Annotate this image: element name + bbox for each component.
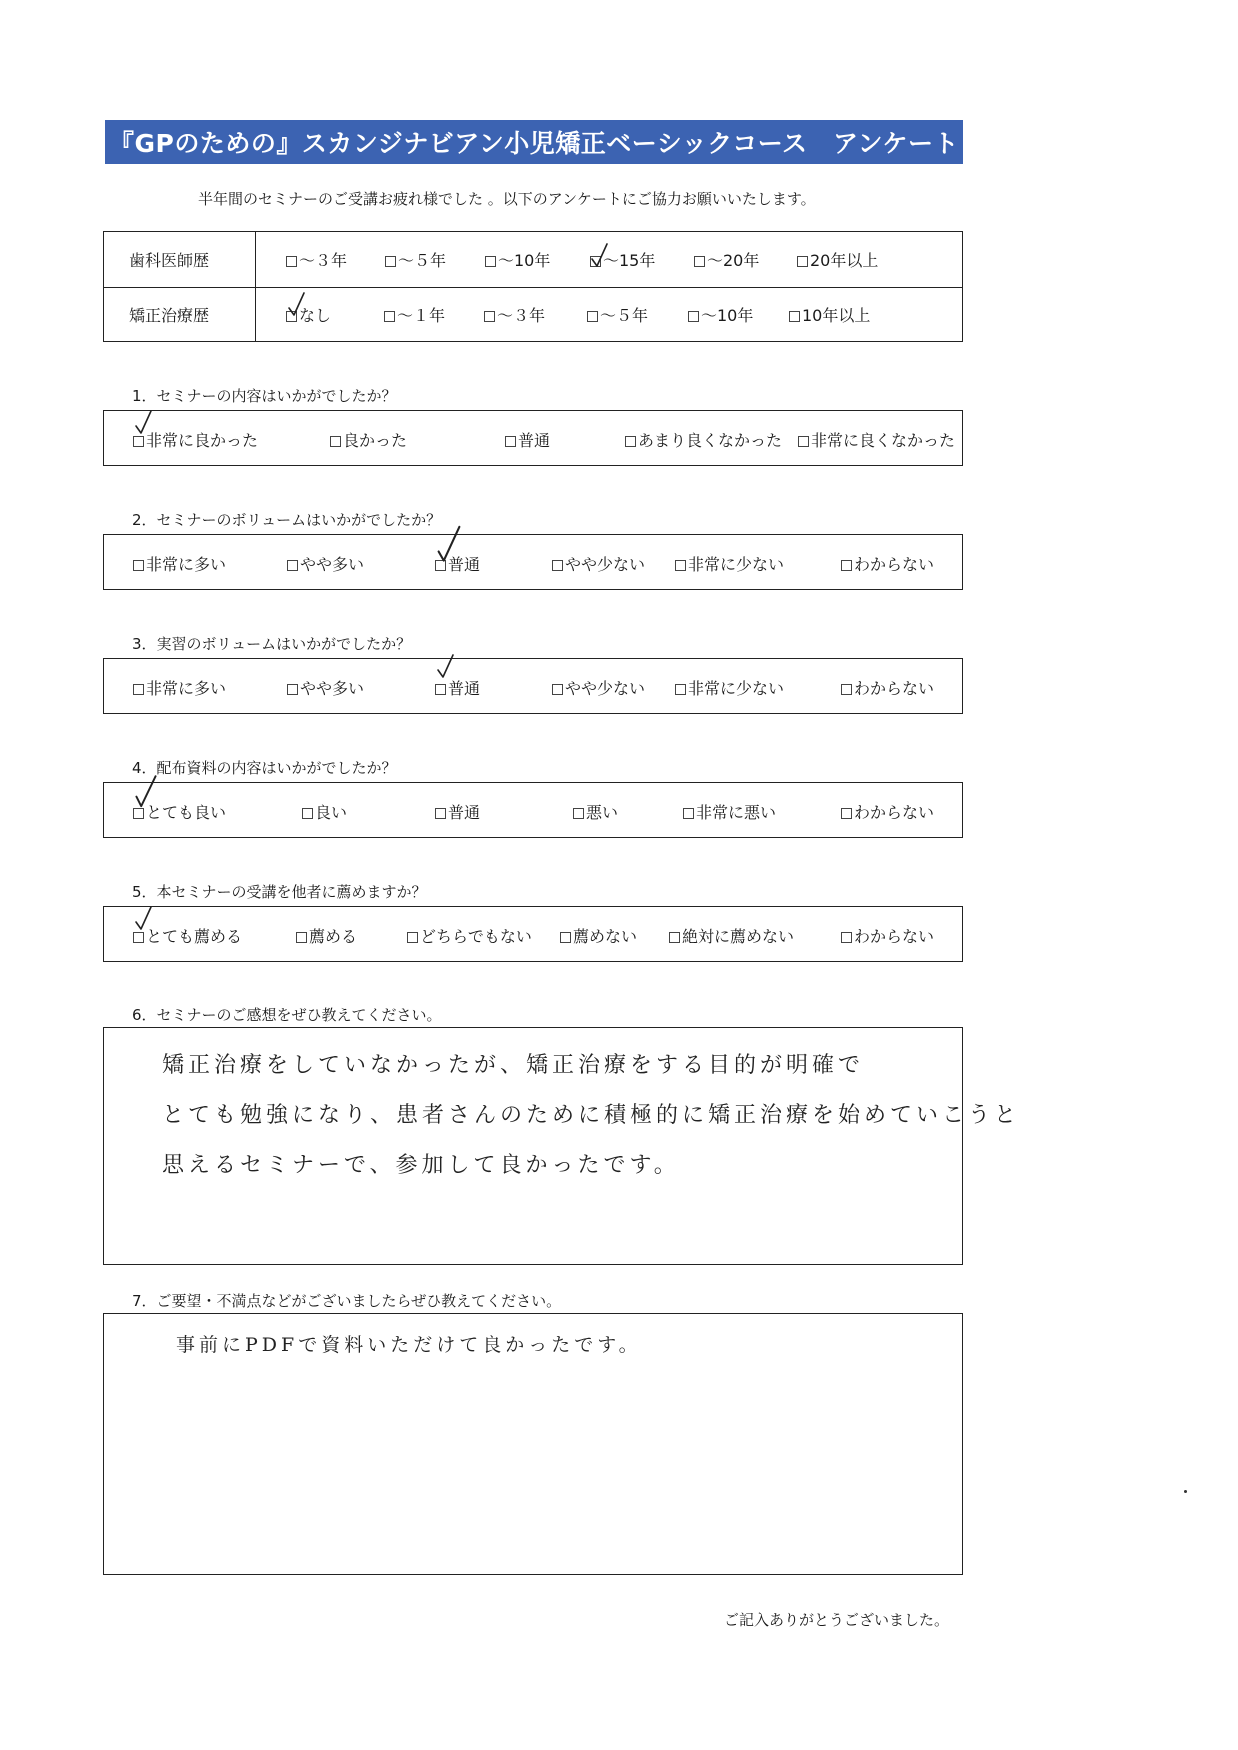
- dental-exp-option[interactable]: 20年以上: [797, 248, 878, 271]
- q4-option[interactable]: とても良い: [133, 800, 226, 823]
- q2-option[interactable]: やや多い: [287, 552, 364, 575]
- question-2-title: 2．セミナーのボリュームはいかがでしたか？: [132, 511, 442, 529]
- checkbox[interactable]: [683, 808, 694, 819]
- checkbox[interactable]: [435, 560, 446, 571]
- q3-option[interactable]: やや少ない: [552, 676, 645, 699]
- dental-exp-option[interactable]: ～10年: [485, 248, 550, 271]
- q5-option[interactable]: 薦める: [296, 924, 357, 947]
- question-7-title: 7．ご要望・不満点などがございましたらぜひ教えてください。: [132, 1292, 562, 1310]
- checkbox[interactable]: [841, 932, 852, 943]
- checkbox[interactable]: [560, 932, 571, 943]
- checkbox[interactable]: [330, 436, 341, 447]
- checkbox[interactable]: [133, 684, 144, 695]
- q1-option[interactable]: あまり良くなかった: [625, 428, 782, 451]
- checkbox[interactable]: [798, 436, 809, 447]
- q3-option[interactable]: やや多い: [287, 676, 364, 699]
- q3-option[interactable]: 非常に少ない: [675, 676, 784, 699]
- checkbox[interactable]: [286, 256, 297, 267]
- checkbox[interactable]: [133, 560, 144, 571]
- checkbox[interactable]: [484, 311, 495, 322]
- checkbox[interactable]: [296, 932, 307, 943]
- checkbox[interactable]: [841, 560, 852, 571]
- checkbox[interactable]: [133, 932, 144, 943]
- question-4-title: 4．配布資料の内容はいかがでしたか？: [132, 759, 397, 777]
- dental-experience-label: 歯科医師歴: [104, 232, 256, 287]
- ortho-exp-option[interactable]: なし: [286, 303, 331, 326]
- checkbox[interactable]: [552, 560, 563, 571]
- checkbox[interactable]: [841, 808, 852, 819]
- q3-option[interactable]: 非常に多い: [133, 676, 226, 699]
- checkbox[interactable]: [287, 560, 298, 571]
- checkbox[interactable]: [407, 932, 418, 943]
- scan-speck: [1184, 1490, 1187, 1493]
- checkbox[interactable]: [669, 932, 680, 943]
- checkbox[interactable]: [625, 436, 636, 447]
- q4-option[interactable]: 非常に悪い: [683, 800, 776, 823]
- checkbox[interactable]: [797, 256, 808, 267]
- q5-option[interactable]: わからない: [841, 924, 934, 947]
- checkbox[interactable]: [287, 684, 298, 695]
- dental-experience-row: [104, 232, 962, 288]
- dental-exp-option[interactable]: ～15年: [590, 248, 655, 271]
- ortho-experience-row: [104, 287, 962, 342]
- checkbox[interactable]: [133, 436, 144, 447]
- q5-option[interactable]: どちらでもない: [407, 924, 532, 947]
- q5-option[interactable]: 薦めない: [560, 924, 637, 947]
- q1-option[interactable]: 良かった: [330, 428, 407, 451]
- q3-option[interactable]: わからない: [841, 676, 934, 699]
- q5-option[interactable]: とても薦める: [133, 924, 242, 947]
- question-2-options: [103, 534, 963, 590]
- ortho-exp-option[interactable]: ～３年: [484, 303, 545, 326]
- checkbox[interactable]: [286, 311, 297, 322]
- checkbox[interactable]: [485, 256, 496, 267]
- checkbox[interactable]: [573, 808, 584, 819]
- checkbox[interactable]: [552, 684, 563, 695]
- intro-text: 半年間のセミナーのご受講お疲れ様でした 。以下のアンケートにご協力お願いいたします。: [198, 190, 816, 208]
- q2-option[interactable]: わからない: [841, 552, 934, 575]
- ortho-exp-option[interactable]: ～１年: [384, 303, 445, 326]
- checkbox[interactable]: [587, 311, 598, 322]
- thanks-text: ご記入ありがとうございました。: [724, 1611, 950, 1629]
- checkbox[interactable]: [675, 684, 686, 695]
- handwritten-answer-line: 思えるセミナーで、参加して良かったです。: [162, 1153, 680, 1178]
- question-1-options: [103, 410, 963, 466]
- impressions-answer-box[interactable]: [103, 1027, 1021, 1265]
- q1-option[interactable]: 非常に良かった: [133, 428, 258, 451]
- dental-exp-option[interactable]: ～20年: [694, 248, 759, 271]
- checkbox[interactable]: [505, 436, 516, 447]
- q5-option[interactable]: 絶対に薦めない: [669, 924, 794, 947]
- q2-option[interactable]: 非常に少ない: [675, 552, 784, 575]
- q4-option[interactable]: 良い: [302, 800, 347, 823]
- question-1-title: 1．セミナーの内容はいかがでしたか？: [132, 387, 397, 405]
- question-4-options: [103, 782, 963, 838]
- q2-option[interactable]: 非常に多い: [133, 552, 226, 575]
- q3-option[interactable]: 普通: [435, 676, 480, 699]
- question-6-title: 6．セミナーのご感想をぜひ教えてください。: [132, 1006, 442, 1024]
- profile-table: [103, 231, 963, 342]
- checkbox[interactable]: [435, 808, 446, 819]
- checkbox[interactable]: [384, 311, 395, 322]
- question-5-options: [103, 906, 963, 962]
- dental-exp-option[interactable]: ～５年: [385, 248, 446, 271]
- handwritten-answer-line: 矯正治療をしていなかったが、矯正治療をする目的が明確で: [162, 1053, 865, 1078]
- checkbox[interactable]: [590, 256, 601, 267]
- checkbox[interactable]: [675, 560, 686, 571]
- handwritten-answer-line: 事前にPDFで資料いただけて良かったです。: [176, 1334, 642, 1356]
- q1-option[interactable]: 普通: [505, 428, 550, 451]
- checkbox[interactable]: [385, 256, 396, 267]
- ortho-experience-label: 矯正治療歴: [104, 287, 256, 342]
- checkbox[interactable]: [694, 256, 705, 267]
- ortho-exp-option[interactable]: ～10年: [688, 303, 753, 326]
- q4-option[interactable]: 普通: [435, 800, 480, 823]
- q4-option[interactable]: わからない: [841, 800, 934, 823]
- ortho-exp-option[interactable]: ～５年: [587, 303, 648, 326]
- checkbox[interactable]: [133, 808, 144, 819]
- checkbox[interactable]: [302, 808, 313, 819]
- q4-option[interactable]: 悪い: [573, 800, 618, 823]
- dental-exp-option[interactable]: ～３年: [286, 248, 347, 271]
- checkbox[interactable]: [841, 684, 852, 695]
- question-3-options: [103, 658, 963, 714]
- q1-option[interactable]: 非常に良くなかった: [798, 428, 955, 451]
- question-5-title: 5．本セミナーの受講を他者に薦めますか？: [132, 883, 427, 901]
- ortho-exp-option[interactable]: 10年以上: [789, 303, 870, 326]
- checkbox[interactable]: [688, 311, 699, 322]
- question-3-title: 3．実習のボリュームはいかがでしたか？: [132, 635, 412, 653]
- q2-option[interactable]: 普通: [435, 552, 480, 575]
- handwritten-answer-line: とても勉強になり、患者さんのために積極的に矯正治療を始めていこうと: [162, 1103, 1021, 1128]
- survey-title: 『GPのための』スカンジナビアン小児矯正ベーシックコース アンケート: [105, 120, 963, 164]
- checkbox[interactable]: [789, 311, 800, 322]
- requests-answer-box[interactable]: [103, 1313, 963, 1575]
- q2-option[interactable]: やや少ない: [552, 552, 645, 575]
- checkbox[interactable]: [435, 684, 446, 695]
